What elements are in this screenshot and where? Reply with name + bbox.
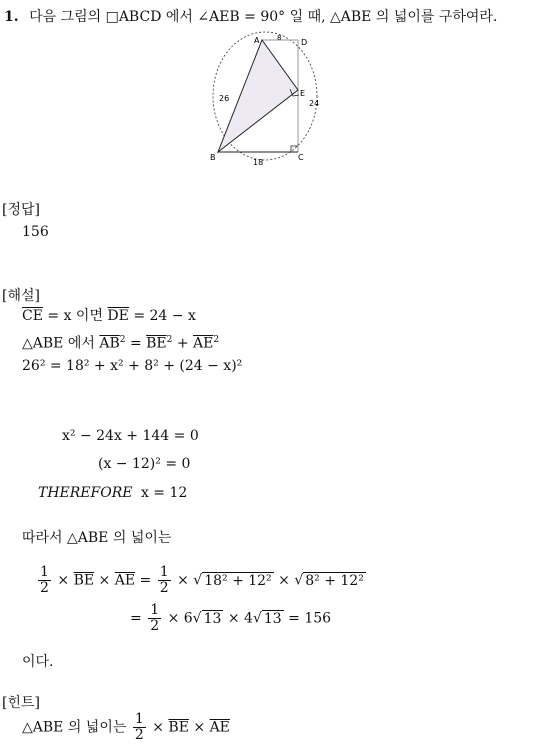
- text-part: =: [129, 335, 142, 352]
- problem-statement-row: [4, 8, 497, 26]
- geometry-figure: [200, 30, 340, 170]
- fraction-half: $\frac{1}{2}$: [40, 564, 49, 596]
- radicand: 8² + 12²: [305, 572, 364, 589]
- sqrt-symbol: √: [192, 610, 202, 627]
- solution-line-2: [22, 331, 219, 353]
- solution-header: [해설]: [2, 288, 40, 304]
- fraction-half: $\frac{1}{2}$: [159, 564, 169, 596]
- radicand: 13: [203, 610, 222, 627]
- text-part: ×: [177, 572, 189, 589]
- text-part: △ABE 의 넓이는: [22, 719, 127, 736]
- length-ab: 26: [219, 94, 230, 103]
- text-part: ×: [57, 572, 70, 589]
- label-c: C: [298, 153, 304, 162]
- segment-ae: $\overline{AE}$: [193, 335, 214, 352]
- exponent: 2: [213, 335, 220, 345]
- segment-ce: $\overline{CE}$: [22, 308, 43, 324]
- label-a: A: [254, 36, 260, 45]
- radicand: 13: [263, 610, 282, 627]
- text-part: = 156: [288, 610, 332, 627]
- length-bc: 18: [253, 158, 264, 167]
- text-part: ×: [98, 572, 111, 589]
- text-part: ×: [193, 719, 206, 736]
- problem-number: 1.: [4, 9, 19, 25]
- answer-value: 156: [22, 224, 49, 240]
- hint-header: [힌트]: [2, 695, 40, 711]
- text-part: △ABE 에서: [22, 335, 95, 352]
- therefore-word: THEREFORE: [38, 485, 133, 501]
- segment-de: $\overline{DE}$: [107, 308, 129, 324]
- problem-text: 다음 그림의 □ABCD 에서 ∠AEB = 90° 일 때, △ABE 의 넓이를 구하여라.: [29, 9, 498, 25]
- label-e: E: [300, 89, 306, 98]
- area-line-1: [36, 565, 366, 596]
- fraction-half: $\frac{1}{2}$: [134, 711, 144, 743]
- exponent: 2: [119, 335, 126, 345]
- answer-header: [정답]: [2, 202, 40, 218]
- text-part: +: [176, 335, 189, 352]
- sqrt-symbol: √: [252, 610, 262, 627]
- label-d: D: [301, 38, 308, 47]
- sqrt-symbol: √: [294, 572, 304, 589]
- length-ad: 8: [277, 34, 282, 42]
- solution-line-3: 26² = 18² + x² + 8² + (24 − x)²: [22, 358, 243, 374]
- hint-line: [22, 712, 230, 743]
- solution-line-1: [22, 307, 196, 325]
- exponent: 2: [166, 335, 173, 345]
- segment-ab: $\overline{AB}$: [99, 335, 120, 352]
- radicand: 18² + 12²: [204, 572, 272, 589]
- segment-ae: $\overline{AE}$: [209, 719, 230, 736]
- label-b: B: [210, 153, 216, 162]
- text-part: × 4: [227, 610, 253, 627]
- conclusion-text: 따라서 △ABE 의 넓이는: [22, 530, 172, 546]
- equation-3: [38, 484, 187, 502]
- text-part: = x 이면: [47, 308, 103, 324]
- area-line-2: [130, 603, 331, 634]
- ending-text: 이다.: [22, 654, 54, 670]
- text-part: ×: [278, 572, 290, 589]
- fraction-half: $\frac{1}{2}$: [150, 602, 160, 634]
- length-dc: 24: [309, 99, 320, 108]
- text-part: =: [130, 610, 142, 627]
- segment-be: $\overline{BE}$: [168, 719, 189, 736]
- text-part: = 24 − x: [133, 308, 196, 324]
- text-part: =: [139, 572, 152, 589]
- right-angle-mark-c: [291, 146, 298, 152]
- triangle-abe: [218, 40, 298, 152]
- equation-3-rest: x = 12: [140, 485, 188, 501]
- equation-1: x² − 24x + 144 = 0: [62, 428, 199, 444]
- text-part: ×: [152, 719, 164, 736]
- text-part: × 6: [167, 610, 193, 627]
- equation-2: (x − 12)² = 0: [98, 456, 191, 472]
- segment-be: $\overline{BE}$: [146, 335, 167, 352]
- segment-be: $\overline{BE}$: [73, 572, 95, 589]
- sqrt-symbol: √: [193, 572, 203, 589]
- segment-ae: $\overline{AE}$: [114, 572, 136, 589]
